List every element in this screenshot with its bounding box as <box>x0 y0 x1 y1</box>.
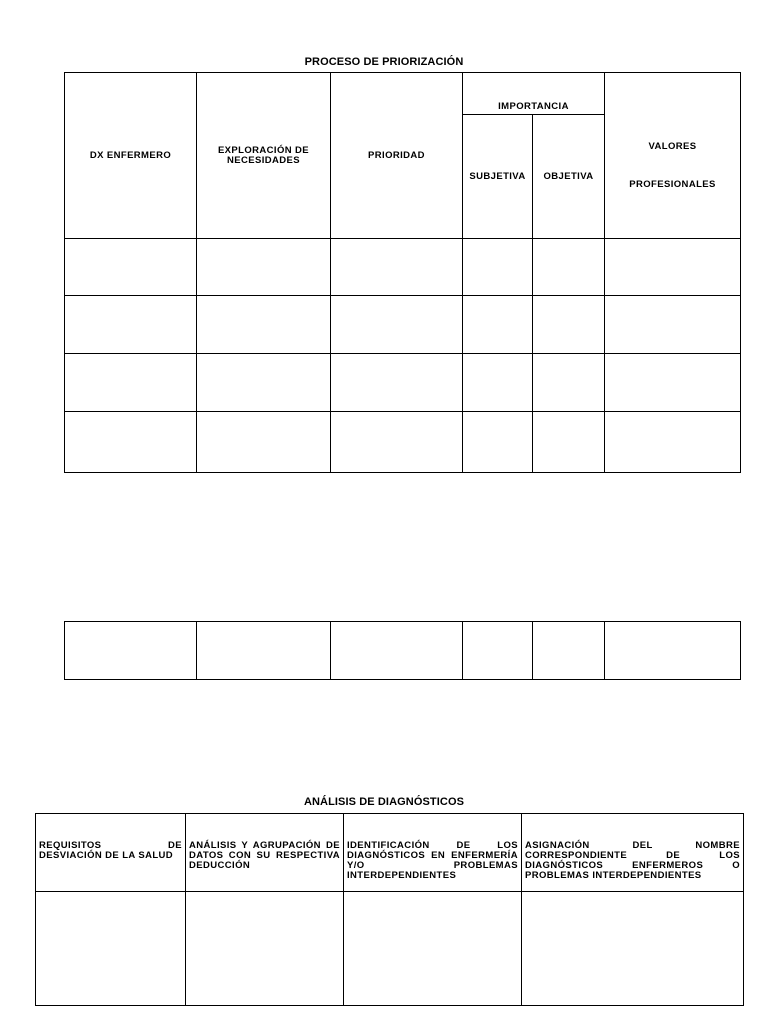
analisis-table <box>35 813 744 1006</box>
table-row <box>65 239 741 296</box>
header-exploracion <box>197 73 331 239</box>
header-asignacion: ASIGNACIÓN DEL NOMBRE CORRESPONDIENTE DE LOS DIAGNÓSTICOS ENFERMEROS O PROBLEMAS INTERDEPENDIENTES <box>522 814 744 892</box>
cell[interactable] <box>533 239 605 296</box>
header-analisis-agrupacion: ANÁLISIS Y AGRUPACIÓN DE DATOS CON SU RESPECTIVA DEDUCCIÓN <box>186 814 344 892</box>
cell[interactable] <box>197 412 331 473</box>
cell[interactable] <box>197 622 331 680</box>
cell[interactable] <box>605 354 741 412</box>
cell[interactable] <box>331 296 463 354</box>
cell[interactable] <box>605 622 741 680</box>
cell[interactable] <box>533 412 605 473</box>
header-identificacion: IDENTIFICACIÓN DE LOS DIAGNÓSTICOS EN ENFERMERÍA Y/O PROBLEMAS INTERDEPENDIENTES <box>344 814 522 892</box>
header-objetiva: OBJETIVA <box>533 115 605 239</box>
cell[interactable] <box>186 892 344 1006</box>
cell[interactable] <box>463 239 533 296</box>
priorizacion-extra-table <box>64 621 741 680</box>
cell[interactable] <box>533 622 605 680</box>
priorizacion-title: PROCESO DE PRIORIZACIÓN <box>304 56 464 68</box>
header-dx-enfermero: DX ENFERMERO <box>65 73 197 239</box>
header-valores-profesionales <box>605 73 741 239</box>
header-row <box>36 814 744 892</box>
header-exploracion-text: EXPLORACIÓN DE NECESIDADES <box>217 144 310 166</box>
cell[interactable] <box>533 296 605 354</box>
cell[interactable] <box>331 412 463 473</box>
cell[interactable] <box>331 354 463 412</box>
cell[interactable] <box>605 296 741 354</box>
cell[interactable] <box>463 412 533 473</box>
cell[interactable] <box>65 354 197 412</box>
cell[interactable] <box>331 622 463 680</box>
cell[interactable] <box>463 354 533 412</box>
table-row <box>65 622 741 680</box>
cell[interactable] <box>605 239 741 296</box>
header-profesionales: PROFESIONALES <box>629 178 716 190</box>
cell[interactable] <box>344 892 522 1006</box>
cell[interactable] <box>65 239 197 296</box>
header-prioridad: PRIORIDAD <box>331 73 463 239</box>
table-row <box>65 354 741 412</box>
analisis-title: ANÁLISIS DE DIAGNÓSTICOS <box>303 796 465 808</box>
header-requisitos: REQUISITOS DE DESVIACIÓN DE LA SALUD <box>36 814 186 892</box>
cell[interactable] <box>197 354 331 412</box>
table-row <box>36 892 744 1006</box>
cell[interactable] <box>533 354 605 412</box>
cell[interactable] <box>36 892 186 1006</box>
cell[interactable] <box>605 412 741 473</box>
cell[interactable] <box>65 296 197 354</box>
cell[interactable] <box>522 892 744 1006</box>
cell[interactable] <box>197 239 331 296</box>
cell[interactable] <box>463 622 533 680</box>
table-row <box>65 412 741 473</box>
cell[interactable] <box>65 622 197 680</box>
header-valores: VALORES <box>648 140 697 152</box>
header-subjetiva: SUBJETIVA <box>463 115 533 239</box>
cell[interactable] <box>463 296 533 354</box>
table-row <box>65 296 741 354</box>
priorizacion-table <box>64 72 741 473</box>
header-importancia: IMPORTANCIA <box>463 73 605 115</box>
cell[interactable] <box>197 296 331 354</box>
cell[interactable] <box>65 412 197 473</box>
cell[interactable] <box>331 239 463 296</box>
